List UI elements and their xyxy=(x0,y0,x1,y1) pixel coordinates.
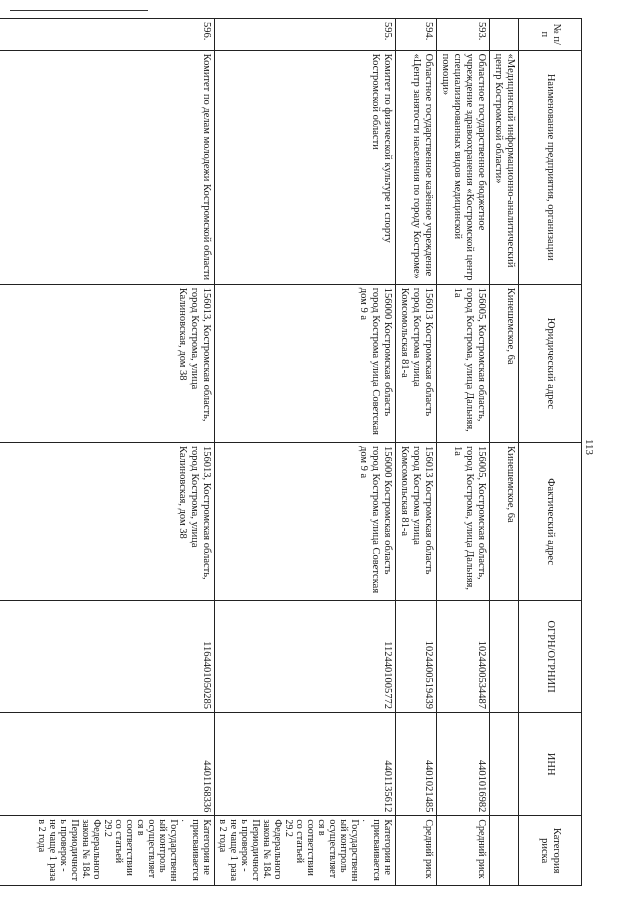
cell-legal-address: Кинешемское, 6а xyxy=(490,284,519,442)
cell-ogrn: 1164401050285 xyxy=(0,601,215,713)
cell-name: Областное государственное бюджетное учреждение здравоохранения «Костромской центр специализированных видов медицинской помощи» xyxy=(437,50,490,284)
cell-actual-address: 156000 Костромская область город Кострома улица Советская дом 9 а xyxy=(215,442,396,600)
cell-name: Комитет по физической культуре и спорту Костромской области xyxy=(215,50,396,284)
header-inn: ИНН xyxy=(519,712,582,815)
cell-inn xyxy=(490,712,519,815)
page-number: 113 xyxy=(583,438,595,456)
cell-legal-address: 156000 Костромская область город Кострома улица Советская дом 9 а xyxy=(215,284,396,442)
document-page xyxy=(36,18,582,886)
cell-legal-address: 156013, Костромская область, город Кострома, улица Калиновская, дом 38 xyxy=(0,284,215,442)
table-header-row xyxy=(519,19,582,886)
cell-inn: 4401021485 xyxy=(396,712,437,815)
cell-no: 595. xyxy=(215,19,396,51)
cell-name: Комитет по делам молодежи Костромской области xyxy=(0,50,215,284)
header-actual-address: Фактический адрес xyxy=(519,442,582,600)
table-row xyxy=(396,19,437,886)
cell-inn: 4401016982 xyxy=(437,712,490,815)
cell-ogrn: 1024400534487 xyxy=(437,601,490,713)
table-row xyxy=(490,19,519,886)
table-row xyxy=(215,19,396,886)
table-row xyxy=(437,19,490,886)
cell-legal-address: 156013 Костромская область город Кострома улица Комсомольская 81-а xyxy=(396,284,437,442)
rotated-table-container xyxy=(36,18,582,886)
table-row xyxy=(0,19,215,886)
cell-no: 594. xyxy=(396,19,437,51)
header-risk: Категория риска xyxy=(519,816,582,886)
header-name: Наименование предприятия, организации xyxy=(519,50,582,284)
cell-name: Областное государственное казённое учреждение «Центр занятости населения по городу Костроме» xyxy=(396,50,437,284)
cell-risk: Средний риск xyxy=(396,816,437,886)
top-rule xyxy=(10,10,148,11)
header-legal-address: Юридический адрес xyxy=(519,284,582,442)
cell-risk: Средний риск xyxy=(437,816,490,886)
header-no: № п/п xyxy=(519,19,582,51)
cell-no: 596. xyxy=(0,19,215,51)
cell-inn: 4401135612 xyxy=(215,712,396,815)
cell-risk: Категория не присваивается. Государственный контроль осуществляется в соответствии со статьей 29.2 Федерального закона № 184. Периодичность проверок - не чаще 1 раза в 2 года xyxy=(215,816,396,886)
cell-no xyxy=(490,19,519,51)
header-ogrn: ОГРН/ОГРНИП xyxy=(519,601,582,713)
cell-actual-address: Кинешемское, 6а xyxy=(490,442,519,600)
cell-no: 593. xyxy=(437,19,490,51)
cell-actual-address: 156013, Костромская область, город Кострома, улица Калиновская, дом 38 xyxy=(0,442,215,600)
cell-legal-address: 156005, Костромская область, город Кострома, улица Дальняя, 1а xyxy=(437,284,490,442)
cell-risk: Категория не присваивается. Государственный контроль осуществляется в соответствии со статьей 29.2 Федерального закона № 184. Периодичность проверок - не чаще 1 раза в 2 года xyxy=(0,816,215,886)
cell-ogrn xyxy=(490,601,519,713)
cell-risk xyxy=(490,816,519,886)
cell-actual-address: 156005, Костромская область, город Кострома, улица Дальняя, 1а xyxy=(437,442,490,600)
registry-table xyxy=(0,18,582,886)
cell-ogrn: 1024400519439 xyxy=(396,601,437,713)
cell-actual-address: 156013 Костромская область город Кострома улица Комсомольская 81-а xyxy=(396,442,437,600)
cell-inn: 4401168336 xyxy=(0,712,215,815)
cell-ogrn: 1124401005772 xyxy=(215,601,396,713)
cell-name: «Медицинский информационно-аналитический центр Костромской области» xyxy=(490,50,519,284)
